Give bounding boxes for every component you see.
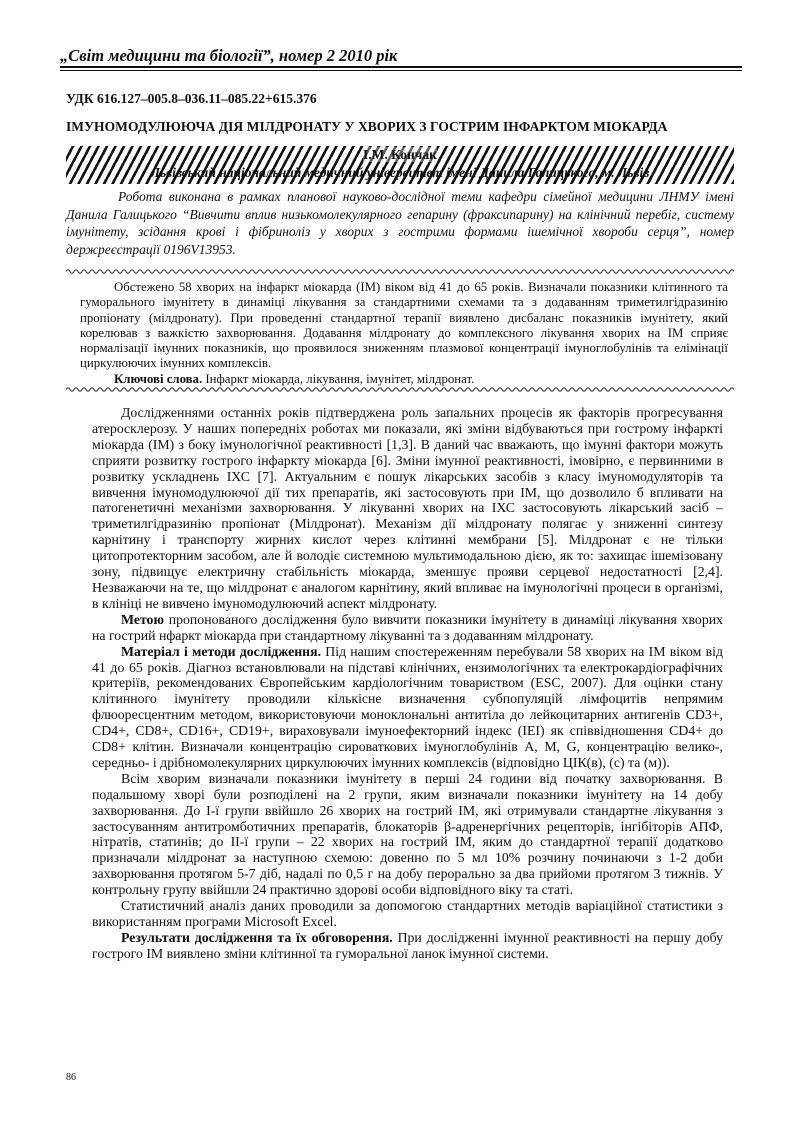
funding-note bbox=[66, 188, 734, 258]
body-paragraph-methods bbox=[92, 644, 723, 771]
abstract-text: Обстежено 58 хворих на інфаркт міокарда (ІМ) віком від 41 до 65 років. Визначали показники клітинного та гуморального імунітету в динаміці лікування за стандартними схемами та з додаванням триметилгідразинію пропіонату (мілдронату). При проведенні стандартної терапії виявлено дисбаланс показників імунітету, який корелював з важкістю захворювання. Додавання мілдронату до комплексного лікування хворих на ІМ сприяє нормалізації імунних показників, що проявилося зниженням плазмової концентрації імуноглобулінів та елімінації циркулюючих імунних комплексів. bbox=[80, 280, 728, 371]
abstract bbox=[80, 280, 728, 387]
wavy-divider-bottom-svg bbox=[66, 386, 734, 393]
methods-text: Під нашим спостереженням перебували 58 хворих на ІМ віком від 41 до 65 років. Діагноз встановлювали на підставі клінічних, ензимологічних та електрокардіографічних критеріїв, рекомендованих Європейським кардіологічним товариством (ESC, 2007). Для оцінки стану клітинного імунітету проводили кількісне визначення субпопуляцій лімфоцитів непрямим флюоресцентним методом, використовуючи моноклональні антитіла до лейкоцитарних антигенів CD3+, CD4+, CD8+, CD16+, CD19+, вираховували імуноефекторний індекс (ІЕІ) як співвідношення CD4+ до CD8+ клітин. Визначали концентрацію сироваткових імуноглобулінів А, М, G, концентрацію велико-, середньо- і дрібномолекулярних циркулюючих імунних комплексів (відповідно ЦІК(в), (с) та (м)). bbox=[92, 643, 723, 770]
results-label: Результати дослідження та їх обговорення. bbox=[121, 929, 393, 945]
wavy-divider-bottom bbox=[66, 386, 734, 393]
header-rule bbox=[60, 66, 742, 71]
funding-text: Робота виконана в рамках планової науково-дослідної теми кафедри сімейної медицини ЛНМУ імені Данила Галицького “Вивчити вплив низькомолекулярного гепарину (фраксипарину) на клінічний перебіг, систему імунітету, зсідання крові і фібриноліз у хворих з гострими формами ішемічної хвороби серця”, номер держреєстрації 0196V13953. bbox=[66, 189, 734, 257]
article-title: ІМУНОМОДУЛЮЮЧА ДІЯ МІЛДРОНАТУ У ХВОРИХ З ГОСТРИМ ІНФАРКТОМ МІОКАРДА bbox=[66, 119, 668, 134]
journal-header: „Світ медицини та біології”, номер 2 2010 рік bbox=[60, 46, 398, 65]
wavy-line bbox=[66, 388, 734, 392]
body-paragraph-results bbox=[92, 930, 723, 962]
author-name-text: І.М. Кончак bbox=[363, 147, 437, 162]
article-body bbox=[92, 405, 723, 962]
wavy-divider-top bbox=[66, 268, 734, 275]
page-number: 86 bbox=[66, 1072, 76, 1083]
body-paragraph-intro: Дослідженнями останніх років підтверджена роль запальних процесів як факторів прогресування атеросклерозу. У наших попередніх роботах ми показали, які зміни відбуваються при гострому інфаркті міокарда (ІМ) з боку імунологічної реактивності [1,3]. В даний час вважають, що імунні фактори можуть сприяти розвитку гострого інфаркту міокарда [6]. Зміни імунної реактивності, імовірно, є первинними в розвитку ускладнень ІХС [7]. Актуальним є пошук лікарських засобів з класу імуномодуляторів та вивчення імуномодулюючої дії тих препаратів, які застосовують при ІМ, що дозволило б впливати на патогенетичні механізми захворювання. У лікуванні хворих на ІХС застосовують лікарський засіб – триметилгідразинію пропіонат (Мілдронат). Механізм дії мілдронату полягає у зниженні синтезу карнітину і транспорту жирних кислот через клітинні мембрани [5]. Мілдронат є не тільки цитопротекторним засобом, але й володіє системною мультимодальною дією, як то: захищає ішемізовану зону, підвищує електричну стабільність міокарда, зменшує прояви серцевої недостатності [2,4]. Незважаючи на те, що мілдронат є аналогом карнітину, який впливає на імунологічні процеси в організмі, в клініці не вивчено імуномодулюючий аспект мілдронату. bbox=[92, 405, 723, 611]
keywords-text: Інфаркт міокарда, лікування, імунітет, мілдронат. bbox=[202, 371, 475, 386]
results-text: При дослідженні імунної реактивності на першу добу гострого ІМ виявлено зміни клітинної та гуморальної ланок імунної системи. bbox=[92, 929, 723, 961]
body-paragraph-statistics: Статистичний аналіз даних проводили за допомогою стандартних методів варіаційної статистики з використанням програми Microsoft Excel. bbox=[92, 898, 723, 929]
udk-code: УДК 616.127–005.8–036.11–085.22+615.376 bbox=[66, 91, 317, 106]
wavy-line bbox=[66, 270, 734, 274]
body-paragraph-groups: Всім хворим визначали показники імунітету в перші 24 години від початку захворювання. В подальшому хворі були розподілені на 2 групи, яким визначали показники імунітету на 14 добу захворювання. До І-ї групи ввійшло 26 хворих на гострий ІМ, які отримували стандартне лікування з застосуванням антитромботичних препаратів, блокаторів β-адренергічних рецепторів, інгібіторів АПФ, нітратів, статинів; до ІІ-ї групи – 22 хворих на гострий ІМ, яким до стандартної терапії додатково призначали мілдронат за наступною схемою: довенно по 5 мл 10% розчину починаючи з 1-2 доби захворювання протягом 5-7 діб, надалі по 0,5 г на добу перорально за два прийоми протягом 3 тижнів. У контрольну групу ввійшли 24 практично здорові особи відповідного віку та статі. bbox=[92, 770, 723, 898]
aim-label: Метою bbox=[121, 611, 165, 627]
body-paragraph-aim bbox=[92, 612, 723, 644]
author-name bbox=[66, 146, 734, 163]
wavy-divider-top-svg bbox=[66, 268, 734, 275]
methods-label: Матеріал і методи дослідження. bbox=[121, 643, 322, 659]
keywords bbox=[80, 372, 728, 387]
aim-text: пропонованого дослідження було вивчити показники імунітету в динаміці лікування хворих на гострий нфаркт міокарда при стандартному лікуванні та з додаванням мілдронату. bbox=[92, 611, 723, 643]
keywords-label: Ключові слова. bbox=[114, 371, 203, 386]
affiliation: Львівський національний медичний університет імені Данила Галицького, м. Львів bbox=[150, 165, 650, 180]
